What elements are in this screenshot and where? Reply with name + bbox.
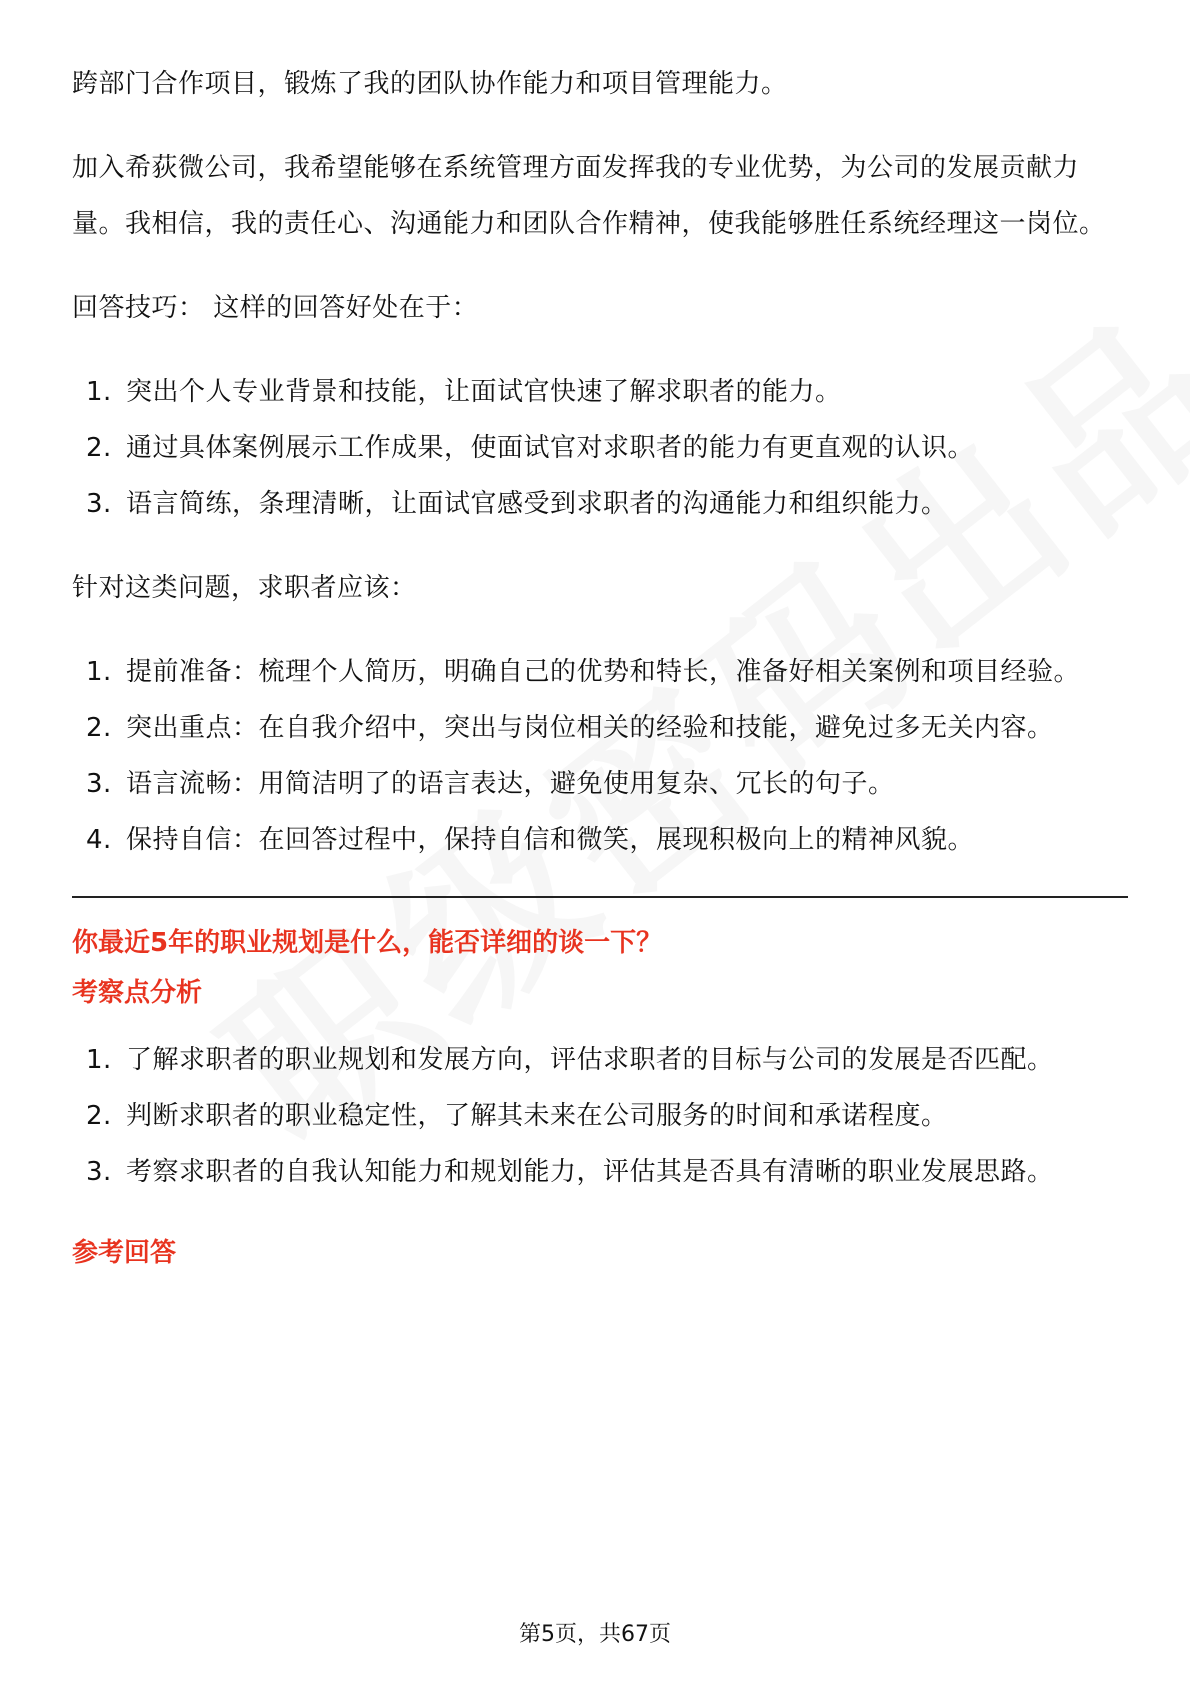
page-content: [72, 56, 1128, 1292]
list-text: 保持自信：在回答过程中，保持自信和微笑，展现积极向上的精神风貌。: [126, 825, 975, 855]
list-item: [72, 1088, 1128, 1144]
list-text: 提前准备：梳理个人简历，明确自己的优势和特长，准备好相关案例和项目经验。: [126, 657, 1081, 687]
list-text: 突出个人专业背景和技能，让面试官快速了解求职者的能力。: [126, 377, 842, 407]
advice-heading: 针对这类问题，求职者应该：: [72, 573, 417, 603]
paragraph-intro-end: 跨部门合作项目，锻炼了我的团队协作能力和项目管理能力。: [72, 69, 788, 99]
list-number: 4.: [86, 825, 112, 855]
list-number: 3.: [86, 1157, 112, 1187]
paragraph-join-company: 加入希荻微公司，我希望能够在系统管理方面发挥我的专业优势，为公司的发展贡献力量。我相信，我的责任心、沟通能力和团队合作精神，使我能够胜任系统经理这一岗位。: [72, 153, 1106, 239]
list-number: 1.: [86, 657, 112, 687]
list-number: 2.: [86, 713, 112, 743]
list-item: [72, 1144, 1128, 1200]
list-text: 考察求职者的自我认知能力和规划能力，评估其是否具有清晰的职业发展思路。: [126, 1157, 1054, 1187]
list-item: [72, 364, 1128, 420]
list-number: 1.: [86, 1045, 112, 1075]
advice-list: [72, 644, 1128, 868]
section-divider: [72, 896, 1128, 898]
list-text: 语言简练，条理清晰，让面试官感受到求职者的沟通能力和组织能力。: [126, 489, 948, 519]
list-number: 2.: [86, 433, 112, 463]
list-text: 突出重点：在自我介绍中，突出与岗位相关的经验和技能，避免过多无关内容。: [126, 713, 1054, 743]
list-item: [72, 1032, 1128, 1088]
question-title: 你最近5年的职业规划是什么，能否详细的谈一下？: [72, 928, 663, 958]
list-text: 了解求职者的职业规划和发展方向，评估求职者的目标与公司的发展是否匹配。: [126, 1045, 1054, 1075]
list-number: 1.: [86, 377, 112, 407]
list-number: 2.: [86, 1101, 112, 1131]
list-item: [72, 756, 1128, 812]
list-item: [72, 420, 1128, 476]
page-footer: 第5页，共67页: [519, 1622, 671, 1647]
list-item: [72, 644, 1128, 700]
list-item: [72, 476, 1128, 532]
list-text: 语言流畅：用简洁明了的语言表达，避免使用复杂、冗长的句子。: [126, 769, 895, 799]
list-number: 3.: [86, 769, 112, 799]
list-item: [72, 812, 1128, 868]
analysis-list: [72, 1032, 1128, 1200]
analysis-heading: 考察点分析: [72, 978, 203, 1008]
list-text: 通过具体案例展示工作成果，使面试官对求职者的能力有更直观的认识。: [126, 433, 975, 463]
tips-list: [72, 364, 1128, 532]
list-number: 3.: [86, 489, 112, 519]
list-item: [72, 700, 1128, 756]
tips-heading: 回答技巧： 这样的回答好处在于：: [72, 293, 479, 323]
reference-answer-heading: 参考回答: [72, 1238, 177, 1268]
list-text: 判断求职者的职业稳定性，了解其未来在公司服务的时间和承诺程度。: [126, 1101, 948, 1131]
